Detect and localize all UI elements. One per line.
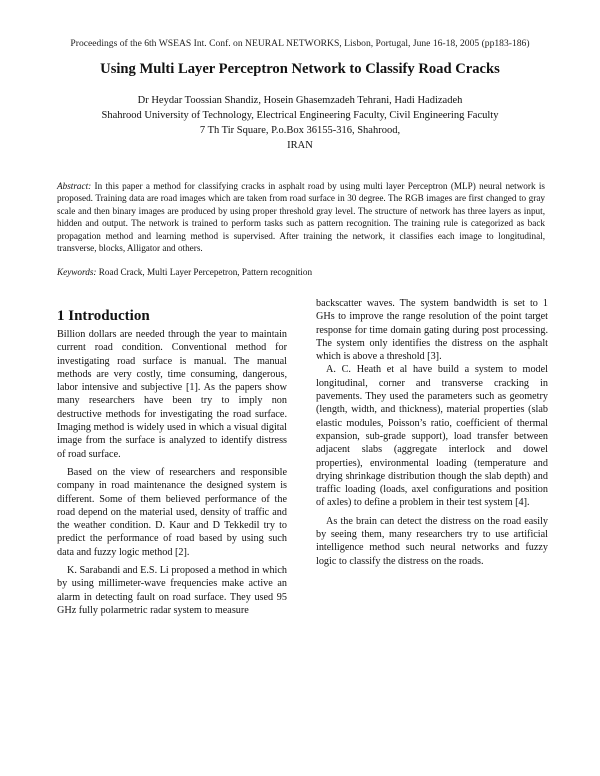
author-address: 7 Th Tir Square, P.o.Box 36155-316, Shahrood,	[199, 125, 401, 136]
keywords-text: Road Crack, Multi Layer Percepetron, Pattern recognition	[98, 267, 313, 277]
paper-title: Using Multi Layer Perceptron Network to Classify Road Cracks	[100, 61, 500, 77]
proceedings-header: Proceedings of the 6th WSEAS Int. Conf. on NEURAL NETWORKS, Lisbon, Portugal, June 16-18, 2005 (pp183-186)	[70, 38, 530, 49]
right-column	[316, 297, 548, 568]
paragraph: As the brain can detect the distress on the road easily by seeing them, many researchers try to use artificial intelligence method such neural networks and fuzzy logic to classify the distress on the roads.	[316, 515, 548, 567]
author-names: Dr Heydar Toossian Shandiz, Hosein Ghasemzadeh Tehrani, Hadi Hadizadeh	[137, 95, 463, 106]
paragraph: Billion dollars are needed through the year to maintain current road condition. Conventional method for investigating road surface is manual. The manual methods are very costly, time consuming, dangerous, labor intensive and subjective [1]. As the papers show many researchers have been try to imply non destructive methods for investigating the road surface. Imaging method is widely used in which a visual digital image from the surface is analyzed to identify distress of road surface.	[57, 329, 287, 460]
author-country: IRAN	[287, 140, 313, 151]
keywords-label: Keywords:	[57, 267, 97, 277]
abstract	[57, 180, 545, 254]
abstract-label: Abstract:	[57, 181, 92, 191]
paragraph: K. Sarabandi and E.S. Li proposed a method in which by using millimeter-wave frequencies make active an alarm in detecting fault on road surface. They used 95 GHz fully polarmetric radar system to measure	[57, 565, 287, 616]
author-block	[0, 93, 600, 153]
paragraph: A. C. Heath et al have build a system to model longitudinal, corner and transverse cracking in pavements. They used the parameters such as geometry (length, width, and thickness), material properties (slab elastic modules, Poisson’s ratio, coefficient of thermal expansion, sub-grade support), load transfer between adjacent slabs (aggregate interlock and dowel properties), environmental loading (temperature and drying shrinkage distribution though the slab depth) and traffic loading (loads, axel configurations and position of axles) to define a problem in their test system [4].	[316, 364, 548, 509]
left-column	[57, 306, 287, 617]
keywords	[57, 266, 545, 278]
paragraph: Based on the view of researchers and responsible company in road maintenance the designed system is different. Some of them believed performance of the road depend on the material used, density of traffic and the weather condition. D. Kaur and D Tekkedil try to predict the performance of road based by using such data and fuzzy logic method [2].	[57, 466, 287, 558]
section-heading: 1 Introduction	[57, 308, 150, 324]
abstract-text: In this paper a method for classifying cracks in asphalt road by using multi layer Perceptron (MLP) neural network is proposed. Training data are road images which are taken from road surface in 30 degree. The RGB images are first changed to gray scale and then binary images are produced by using proper threshold gray level. The structure of network has three layers as input, hidden and output. The network is trained to perform tasks such as pattern recognition. The training rule is categorized as back propagation method and learning method is supervised. After training the network, it classifies each image to longitudinal, transverse, blocks, Alligator and others.	[57, 181, 545, 254]
author-affiliation: Shahrood University of Technology, Electrical Engineering Faculty, Civil Engineering Faculty	[101, 110, 499, 121]
paragraph: backscatter waves. The system bandwidth is set to 1 GHs to improve the range resolution of the point target response for time domain gating during post processing. The system only identifies the distress on the asphalt which is above a threshold [3].	[316, 298, 548, 363]
